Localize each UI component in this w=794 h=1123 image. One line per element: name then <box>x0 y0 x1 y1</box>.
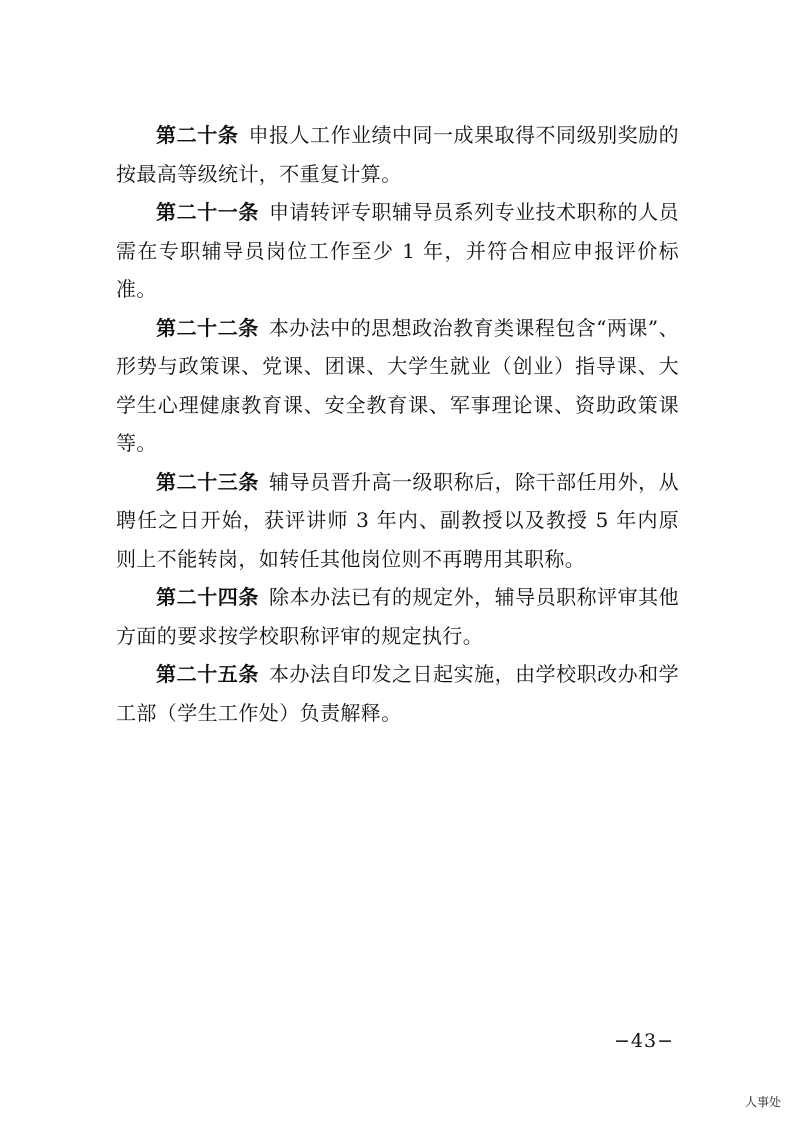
article-title: 第二十条 <box>156 123 239 147</box>
article-23 <box>116 463 679 579</box>
article-title: 第二十三条 <box>156 469 260 494</box>
article-text: 本办法中的思想政治教育类课程包含“两课”、形势与政策课、党课、团课、大学生就业（创业）指导课、大学生心理健康教育课、安全教育课、军事理论课、资助政策课等。 <box>116 315 679 455</box>
article-title: 第二十二条 <box>156 315 259 340</box>
article-title: 第二十四条 <box>156 585 260 609</box>
article-text: 申请转评专职辅导员系列专业技术职称的人员需在专职辅导员岗位工作至少 1 年，并符合相应申报评价标准。 <box>116 200 680 301</box>
article-25 <box>116 655 679 732</box>
article-text: 申报人工作业绩中同一成果取得不同级别奖励的按最高等级统计，不重复计算。 <box>116 123 679 186</box>
article-text: 除本办法已有的规定外，辅导员职称评审其他方面的要求按学校职称评审的规定执行。 <box>116 585 680 648</box>
page-number: −43− <box>614 1030 675 1052</box>
article-title: 第二十五条 <box>156 662 260 686</box>
article-text: 辅导员晋升高一级职称后，除干部任用外，从聘任之日开始，获评讲师 3 年内、副教授以及教授 5 年内原则上不能转岗，如转任其他岗位则不再聘用其职称。 <box>116 469 680 571</box>
article-21 <box>116 193 679 309</box>
article-text: 本办法自印发之日起实施，由学校职改办和学工部（学生工作处）负责解释。 <box>116 662 680 725</box>
article-22 <box>116 309 679 463</box>
article-24 <box>116 578 679 655</box>
article-20 <box>116 116 679 193</box>
article-title: 第二十一条 <box>156 200 260 224</box>
department-watermark: 人事处 <box>745 1095 782 1109</box>
document-body <box>116 116 679 732</box>
